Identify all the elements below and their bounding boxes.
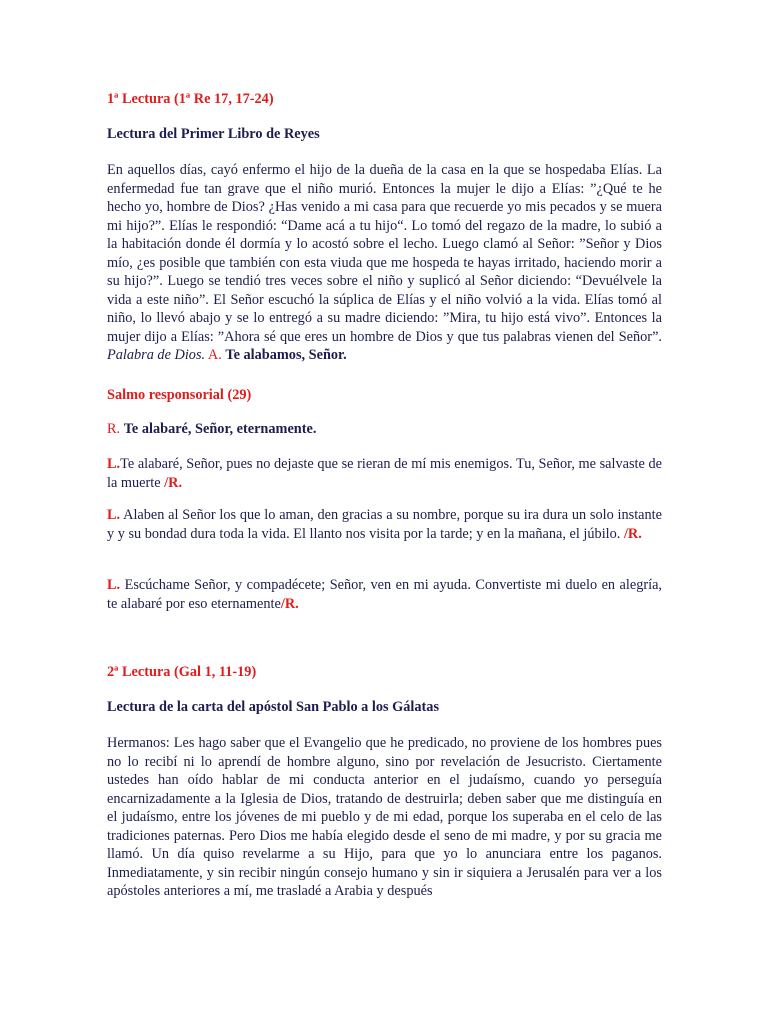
reading1-closing-italic: Palabra de Dios. xyxy=(107,347,206,363)
psalm-verse-marker: L. xyxy=(107,456,121,472)
psalm-verse xyxy=(107,506,662,543)
psalm-verse-text: Alaben al Señor los que lo aman, den gracias a su nombre, porque su ira dura un solo instante y y su bondad dura toda la vida. El llanto nos visita por la tarde; y en la mañana, el júbilo. xyxy=(107,507,662,542)
reading1-body xyxy=(107,161,662,365)
psalm-verse-marker: L. xyxy=(107,577,121,593)
reading2-body: Hermanos: Les hago saber que el Evangelio que he predicado, no proviene de los hombres pues no lo recibí ni lo aprendí de hombre alguno, sino por revelación de Jesucristo. Ciertamente ustedes han oído hablar de mi conducta anterior en el judaísmo, cuando yo perseguía encarnizadamente a la Iglesia de Dios, tratando de destruirla; deben saber que me distinguía en el judaísmo, entre los jóvenes de mi pueblo y de mi edad, porque los superaba en el celo de las tradiciones paternas. Pero Dios me había elegido desde el seno de mi madre, y por su gracia me llamó. Un día quiso revelarme a su Hijo, para que yo lo anunciara entre los paganos. Inmediatamente, y sin recibir ningún consejo humano y sin ir siquiera a Jerusalén para ver a los apóstoles anteriores a mí, me trasladé a Arabia y después xyxy=(107,735,662,899)
psalm-verse xyxy=(107,455,662,492)
psalm-response: R. Te alabaré, Señor, eternamente. xyxy=(107,421,317,437)
psalm-verse-end: /R. xyxy=(164,474,183,491)
reading2-subheading: Lectura de la carta del apóstol San Pablo a los Gálatas xyxy=(107,699,440,715)
reading1-body-text: En aquellos días, cayó enfermo el hijo de la dueña de la casa en la que se hospedaba Elías. La enfermedad fue tan grave que el niño murió. Entonces la mujer le dijo a Elías: ”¿Qué te he hecho yo, hombre de Dios? ¿Has venido a mi casa para que recuerde yo mis pecados y se muera mi hijo?”. Elías le respondió: “Dame acá a tu hijo“. Lo tomó del regazo de la madre, lo subió a la habitación donde él dormía y lo acostó sobre el lecho. Luego clamó al Señor: ”Señor y Dios mío, ¿es posible que también con esta viuda que me hospeda te hayas irritado, haciendo morir a su hijo?”. Luego se tendió tres veces sobre el niño y suplicó al Señor diciendo: “Devuélvele la vida a este niño”. El Señor escuchó la súplica de Elías y el niño volvió a la vida. Elías tomó al niño, lo llevó abajo y se lo entregó a su madre diciendo: ”Mira, tu hijo está vivo”. Entonces la mujer dijo a Elías: ”Ahora sé que eres un hombre de Dios y que tus palabras vienen del Señor”. xyxy=(107,162,662,345)
psalm-response-marker: R xyxy=(107,421,117,437)
reading2-heading: 2ª Lectura (Gal 1, 11-19) xyxy=(107,664,257,680)
reading1-subheading: Lectura del Primer Libro de Reyes xyxy=(107,126,320,142)
reading1-closing-marker: A. xyxy=(207,347,222,363)
psalm-verse-end: /R. xyxy=(280,595,299,612)
psalm-verse xyxy=(107,576,662,613)
reading1-heading: 1ª Lectura (1ª Re 17, 17-24) xyxy=(107,91,274,107)
psalm-verse-text: Escúchame Señor, y compadécete; Señor, ven en mi ayuda. Convertiste mi duelo en alegría, te alabaré por eso eternamente xyxy=(107,577,662,612)
psalm-verse-marker: L. xyxy=(107,507,121,523)
psalm-verse-end: /R. xyxy=(623,525,642,542)
psalm-heading: Salmo responsorial (29) xyxy=(107,387,252,403)
reading1-closing-response: Te alabamos, Señor. xyxy=(225,347,347,363)
psalm-verse-text: Te alabaré, Señor, pues no dejaste que se rieran de mí mis enemigos. Tu, Señor, me salvaste de la muerte xyxy=(107,456,662,491)
psalm-response-text: Te alabaré, Señor, eternamente. xyxy=(123,421,317,437)
